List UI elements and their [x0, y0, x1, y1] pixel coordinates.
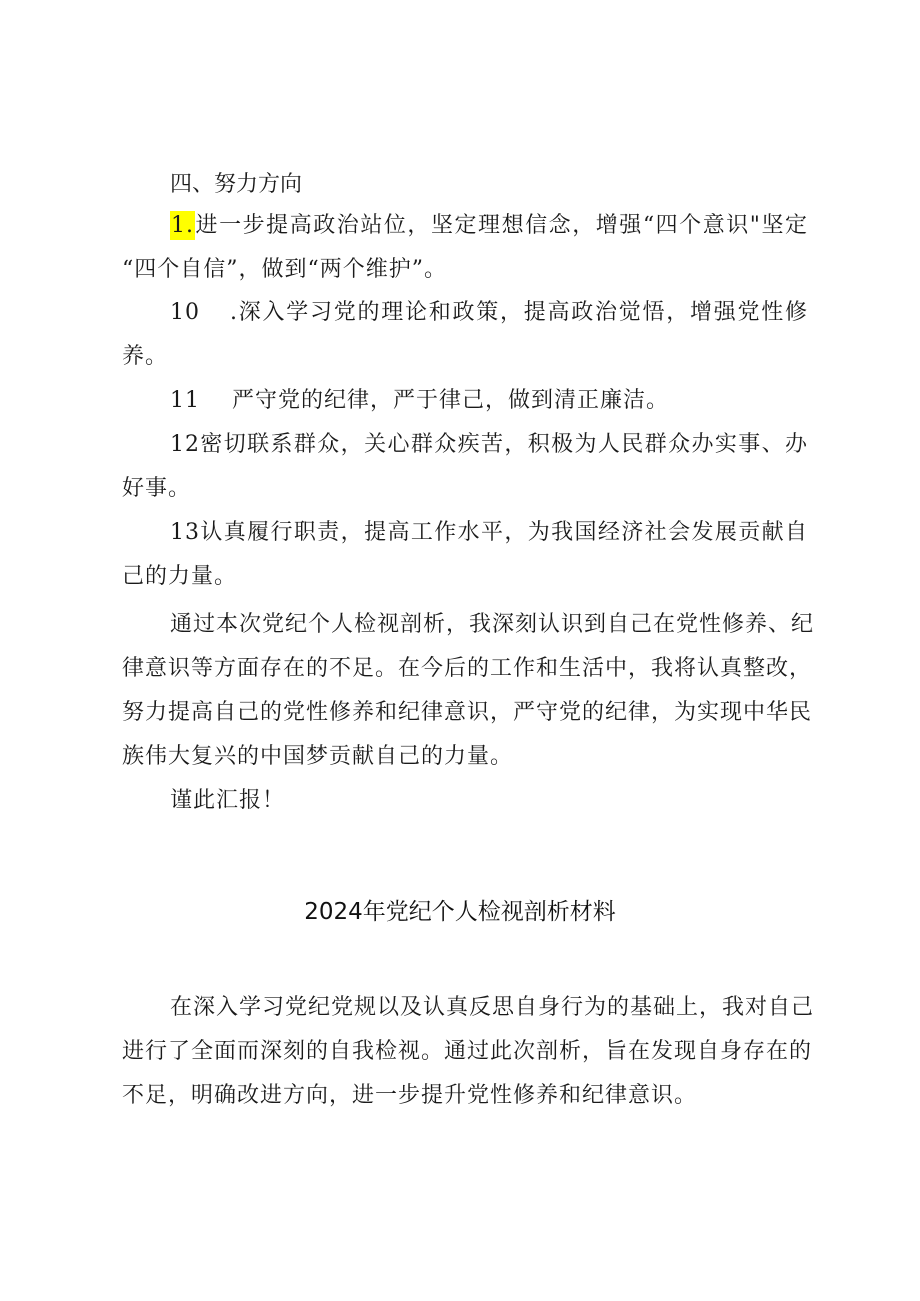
section-heading: 四、努力方向 — [170, 172, 303, 197]
item-1-text: 进一步提高政治站位，坚定理想信念，增强“四个意识"坚定 — [195, 213, 808, 238]
item-10-number: 10 — [170, 300, 200, 325]
item-1-line-1 — [170, 211, 808, 241]
item-11-number: 11 — [170, 388, 200, 413]
intro-line-2: 进行了全面而深刻的自我检视。通过此次剖析，旨在发现自身存在的 — [122, 1039, 813, 1064]
intro-line-1: 在深入学习党纪党规以及认真反思自身行为的基础上，我对自己 — [170, 995, 815, 1020]
document-title: 2024年党纪个人检视剖析材料 — [304, 899, 616, 925]
item-11-text: 严守党的纪律，严于律己，做到清正廉洁。 — [232, 388, 670, 413]
item-1-line-2: “四个自信”，做到“两个维护”。 — [122, 257, 447, 282]
item-10-line-1 — [170, 298, 808, 328]
item-12-line-1: 12密切联系群众，关心群众疾苦，积极为人民群众办实事、办 — [170, 432, 808, 457]
item-10-line-2: 养。 — [122, 344, 169, 369]
summary-line-4: 族伟大复兴的中国梦贡献自己的力量。 — [122, 744, 514, 769]
item-1-number-highlight: 1. — [171, 213, 194, 238]
summary-line-3: 努力提高自己的党性修养和纪律意识，严守党的纪律，为实现中华民 — [122, 700, 813, 725]
summary-line-2: 律意识等方面存在的不足。在今后的工作和生活中，我将认真整改， — [122, 656, 813, 681]
item-13-line-2: 己的力量。 — [122, 564, 238, 589]
item-12-line-2: 好事。 — [122, 476, 192, 501]
closing-line: 谨此汇报！ — [170, 788, 286, 813]
item-13-line-1: 13认真履行职责，提高工作水平，为我国经济社会发展贡献自 — [170, 520, 808, 545]
item-10-text: .深入学习党的理论和政策，提高政治觉悟，增强党性修 — [230, 300, 808, 325]
summary-line-1: 通过本次党纪个人检视剖析，我深刻认识到自己在党性修养、纪 — [170, 612, 815, 637]
intro-line-3: 不足，明确改进方向，进一步提升党性修养和纪律意识。 — [122, 1083, 698, 1108]
item-11-line — [170, 386, 669, 416]
